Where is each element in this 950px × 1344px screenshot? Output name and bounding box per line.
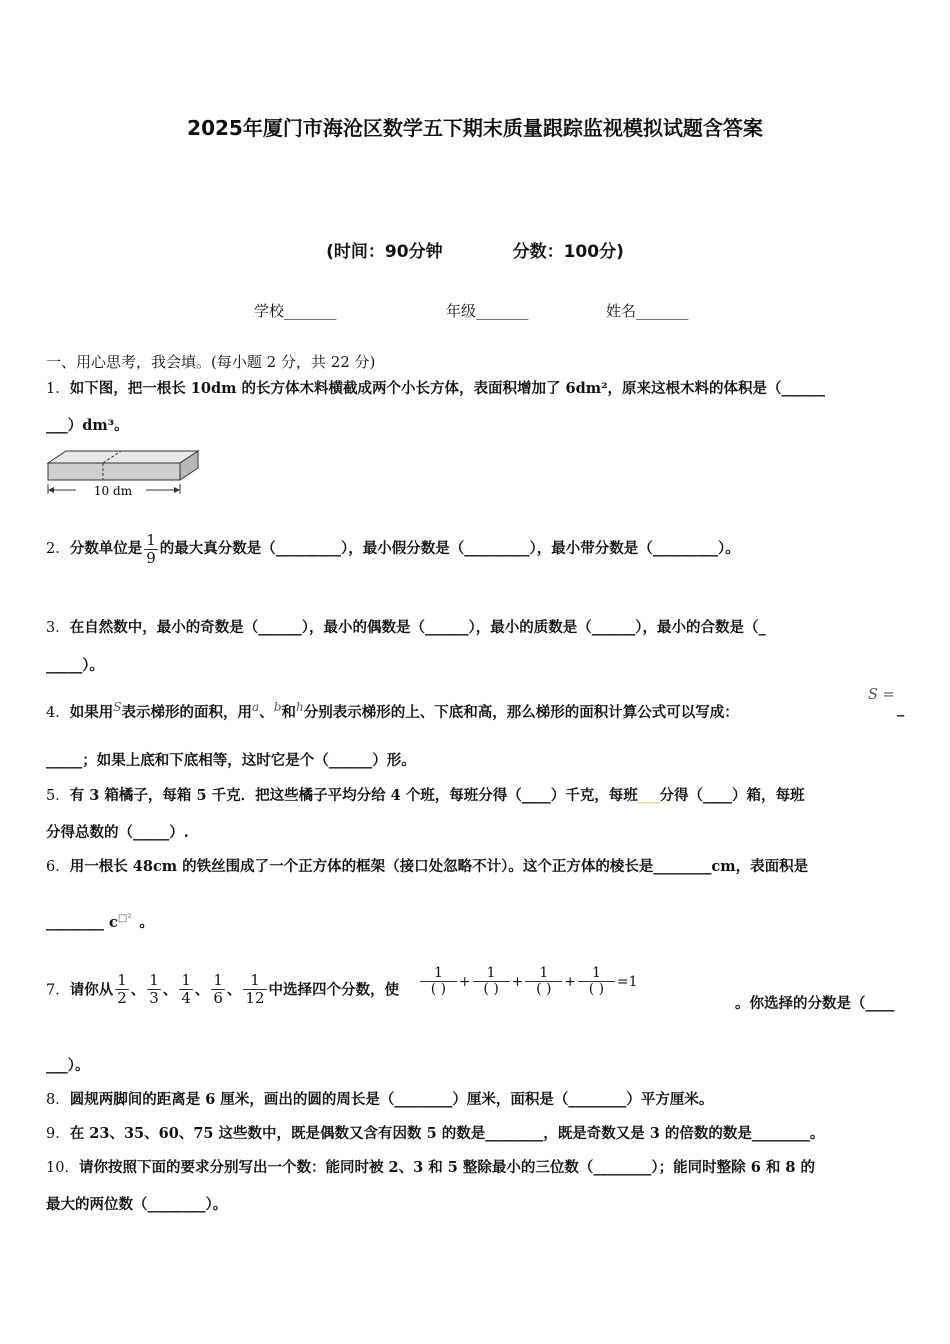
- section-heading: 一、用心思考，我会填。(每小题 2 分，共 22 分): [46, 353, 376, 371]
- question-10: 10．请你按照下面的要求分别写出一个数：能同时被 2、3 和 5 整除最小的三位数（________）；能同时整除 6 和 8 的: [46, 1159, 816, 1176]
- question-7-cont: ___）。: [46, 1057, 90, 1074]
- figure-label: 10 dm: [93, 484, 133, 498]
- fraction-equation: $\frac{1}{( )}$ + $\frac{1}{( )}$ + $\frac{1}{( )}$ + $\frac{1}{( )}$ =1: [418, 966, 638, 998]
- question-6: 6．用一根长 48cm 的铁丝围成了一个正方体的框架（接口处忽略不计）。这个正方体的棱长是________cm，表面积是: [46, 858, 809, 875]
- exam-meta: [0, 237, 950, 262]
- score-label: 分数：100分): [512, 242, 624, 262]
- page-title: 2025年厦门市海沧区数学五下期末质量跟踪监视模拟试题含答案: [187, 116, 763, 140]
- question-1: 1．如下图，把一根长 10dm 的长方体木料横截成两个小长方体，表面积增加了 6dm²，原来这根木料的体积是（______: [46, 380, 825, 397]
- question-8: 8．圆规两脚间的距离是 6 厘米，画出的圆的周长是（________）厘米，面积是（________）平方厘米。: [46, 1091, 714, 1108]
- q4-tail: _: [897, 700, 905, 717]
- question-3: 3．在自然数中，最小的奇数是（______），最小的偶数是（______），最小的质数是（______），最小的合数是（_: [46, 619, 766, 636]
- question-2: 2．分数单位是 $\frac{1}{9}$ 的最大真分数是（_________），最小假分数是（_________），最小带分数是（_________）。: [46, 531, 740, 567]
- grade-field: 年级_______: [446, 302, 529, 320]
- question-1-cont: ___）dm³。: [46, 417, 129, 434]
- name-field: 姓名_______: [606, 302, 689, 320]
- wood-block-figure: [46, 448, 202, 498]
- question-5-cont: 分得总数的（_____）.: [46, 824, 189, 841]
- question-7-answer: 。你选择的分数是（____: [735, 995, 895, 1012]
- formula-s-equals: S =: [868, 687, 895, 703]
- question-6-cont: ________ $c^{□^2}$ 。: [46, 913, 154, 931]
- question-9: 9．在 23、35、60、75 这些数中，既是偶数又含有因数 5 的数是________，既是奇数又是 3 的倍数的数是________。: [46, 1125, 825, 1142]
- question-3-cont: _____）。: [46, 657, 104, 674]
- time-label: (时间：90分钟: [326, 242, 443, 262]
- question-4-cont: _____；如果上底和下底相等，这时它是个（______）形。: [46, 752, 416, 769]
- fraction-one-ninth: $\frac{1}{9}$: [146, 531, 156, 567]
- question-7: 7．请你从 $\frac{1}{2}$ 、 $\frac{1}{3}$ 、 $\frac{1}{4}$ 、 $\frac{1}{6}$ 、 $\frac{1}{12}$ 中选择四个分数，使: [46, 971, 400, 1007]
- school-field: 学校_______: [254, 302, 337, 320]
- question-4: 4．如果用$^S$表示梯形的面积，用$^a$、$^b$和$^h$分别表示梯形的上、下底和高，那么梯形的面积计算公式可以写成：: [46, 700, 739, 721]
- question-10-cont: 最大的两位数（________）。: [46, 1196, 228, 1213]
- question-5: 5．有 3 箱橘子，每箱 5 千克．把这些橘子平均分给 4 个班，每班分得（____）千克，每班___分得（____）箱，每班: [46, 787, 805, 804]
